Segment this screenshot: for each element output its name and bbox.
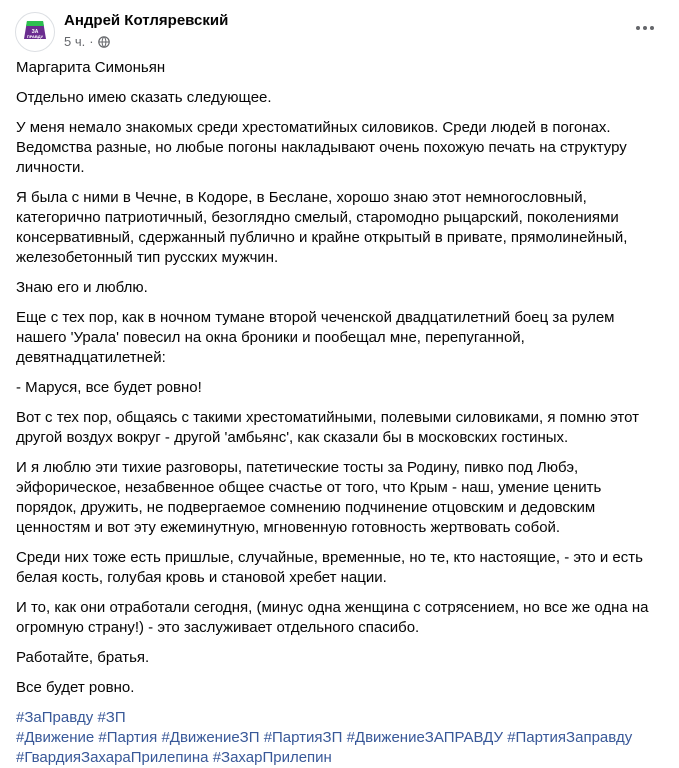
post-paragraph: Вот с тех пор, общаясь с такими хрестоматийными, полевыми силовиками, я помню этот другой воздух вокруг - другой 'амбьянс', как сказали бы в московских гостиных. xyxy=(16,409,640,446)
post-paragraph: Отдельно имею сказать следующее. xyxy=(16,89,272,106)
hashtag-link[interactable]: #ПартияЗП xyxy=(263,729,343,746)
post-paragraph: Знаю его и люблю. xyxy=(16,279,148,296)
post-paragraph: Еще с тех пор, как в ночном тумане второй чеченской двадцатилетний боец за рулем нашего 'Урала' повесил на окна броники и пообещал мне, перепуганной, девятнадцатилетней: xyxy=(16,309,615,366)
post-paragraph: Все будет ровно. xyxy=(16,679,135,696)
dot-3 xyxy=(650,26,654,30)
meta-separator: · xyxy=(89,34,94,49)
more-options-icon[interactable] xyxy=(629,16,661,40)
post-paragraph: Я была с ними в Чечне, в Кодоре, в Беслане, хорошо знаю этот немногословный, категорично патриотичный, безоглядно смелый, старомодно рыцарский, поколениями консервативный, сдержанный публично и крайне открытый в привате, прямолинейный, железобетонный тип русских мужчин. xyxy=(16,189,628,266)
author-name[interactable]: Андрей Котляревский xyxy=(64,12,229,29)
post-header xyxy=(15,10,665,54)
post-paragraph: Маргарита Симоньян xyxy=(16,59,166,76)
hashtag-link[interactable]: #ЗП xyxy=(97,709,126,726)
post-meta xyxy=(64,34,110,49)
post-paragraph: - Маруся, все будет ровно! xyxy=(16,379,202,396)
post-paragraph: И то, как они отработали сегодня, (минус одна женщина с сотрясением, но все же одна на огромную страну!) - это заслуживает отдельного спасибо. xyxy=(16,599,649,636)
hashtag-link[interactable]: #ЗахарПрилепин xyxy=(212,749,332,766)
hashtag-link[interactable]: #ГвардияЗахараПрилепина xyxy=(16,749,209,766)
hashtag-link[interactable]: #ЗаПравду xyxy=(16,709,94,726)
hashtag-link[interactable]: #Партия xyxy=(98,729,158,746)
post-paragraph: Работайте, братья. xyxy=(16,649,150,666)
svg-text:ЗА: ЗА xyxy=(31,29,39,35)
hashtag-link[interactable]: #ДвижениеЗАПРАВДУ xyxy=(346,729,504,746)
hashtag-link[interactable]: #ДвижениеЗП xyxy=(161,729,260,746)
post-paragraph: У меня немало знакомых среди хрестоматийных силовиков. Среди людей в погонах. Ведомства разные, но любые погоны накладывают очень похожую печать на структуру личности. xyxy=(16,119,627,176)
post-paragraph: Среди них тоже есть пришлые, случайные, временные, но те, кто настоящие, - это и есть белая кость, голубая кровь и становой хребет нации. xyxy=(16,549,643,586)
za-pravdu-logo-icon xyxy=(16,13,54,51)
avatar[interactable] xyxy=(15,12,55,52)
dot-2 xyxy=(643,26,647,30)
svg-text:ПРАВДУ: ПРАВДУ xyxy=(26,34,44,39)
hashtag-link[interactable]: #ПартияЗаправду xyxy=(507,729,633,746)
post-body xyxy=(16,58,666,768)
post-time[interactable]: 5 ч. xyxy=(64,34,86,49)
post-paragraph: И я люблю эти тихие разговоры, патетические тосты за Родину, пивко под Любэ, эйфорическое, незабвенное общее счастье от того, что Крым - наш, умение ценить порядок, дружить, не подвергаемое сомнению подчинение отцовским и дедовским ценностям и вот эту ежеминутную, мгновенную готовность жертвовать собой. xyxy=(16,459,602,536)
hashtag-list xyxy=(16,708,666,768)
globe-icon[interactable] xyxy=(98,36,110,48)
dot-1 xyxy=(636,26,640,30)
hashtag-link[interactable]: #Движение xyxy=(16,729,95,746)
